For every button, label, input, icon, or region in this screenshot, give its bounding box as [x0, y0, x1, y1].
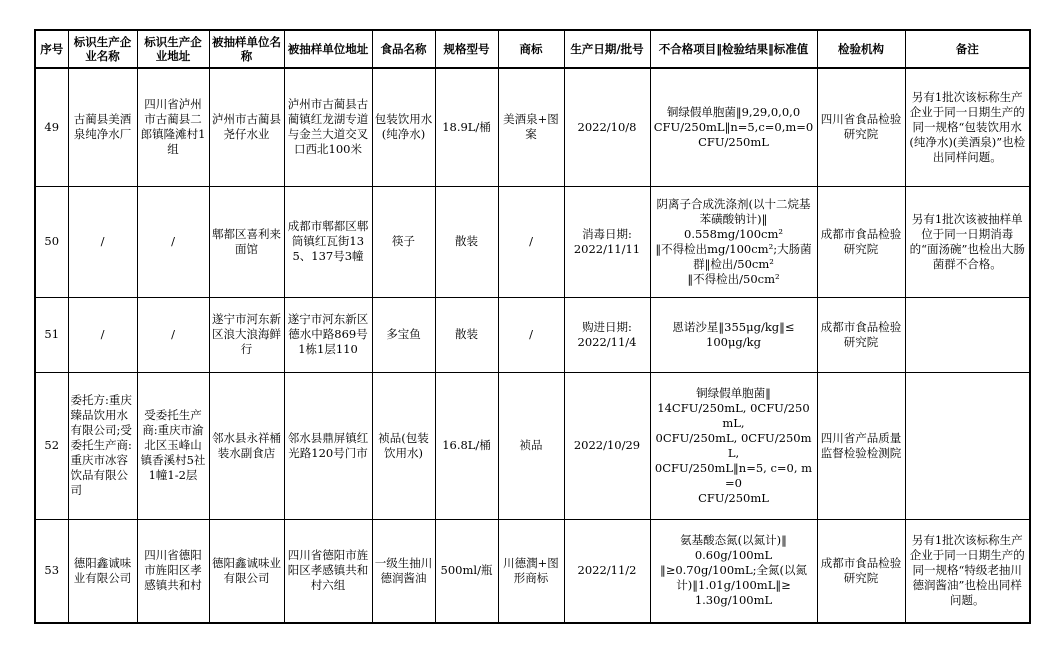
- cell-food-name: 筷子: [372, 186, 435, 297]
- cell-date: 购进日期: 2022/11/4: [564, 297, 650, 372]
- cell-note: 另有1批次该标称生产企业于同一日期生产的同一规格“包装饮用水(纯净水)(美酒泉)”也检出同样问题。: [905, 68, 1030, 186]
- cell-company-address: /: [137, 297, 209, 372]
- cell-spec: 散装: [435, 186, 498, 297]
- table-row: [35, 68, 1030, 186]
- cell-sampled-unit-address: 邻水县鼎屏镇红光路120号门市: [284, 372, 372, 519]
- header-cell-spec: 规格型号: [435, 30, 498, 68]
- table-header-row: [35, 30, 1030, 68]
- cell-company-address: 四川省德阳市旌阳区孝感镇共和村: [137, 519, 209, 623]
- cell-food-name: 包装饮用水(纯净水): [372, 68, 435, 186]
- cell-agency: 四川省产品质量监督检验检测院: [817, 372, 905, 519]
- cell-company: 古蔺县美酒泉纯净水厂: [68, 68, 137, 186]
- header-cell-agency: 检验机构: [817, 30, 905, 68]
- cell-note: 另有1批次该被抽样单位于同一日期消毒的“面汤碗”也检出大肠菌群不合格。: [905, 186, 1030, 297]
- table-row: [35, 297, 1030, 372]
- table-row: [35, 372, 1030, 519]
- header-cell-food-name: 食品名称: [372, 30, 435, 68]
- cell-no: 51: [35, 297, 68, 372]
- cell-failed-item: 阴离子合成洗涤剂(以十二烷基苯磺酸钠计)‖ 0.558mg/100cm² ‖不得检出mg/100cm²;大肠菌群‖检出/50cm² ‖不得检出/50cm²: [650, 186, 817, 297]
- cell-agency: 四川省食品检验研究院: [817, 68, 905, 186]
- header-cell-note: 备注: [905, 30, 1030, 68]
- cell-date: 2022/10/29: [564, 372, 650, 519]
- cell-spec: 18.9L/桶: [435, 68, 498, 186]
- cell-note: [905, 372, 1030, 519]
- cell-brand: /: [498, 297, 564, 372]
- cell-spec: 散装: [435, 297, 498, 372]
- header-cell-failed-item: 不合格项目‖检验结果‖标准值: [650, 30, 817, 68]
- cell-no: 53: [35, 519, 68, 623]
- cell-sampled-unit-address: 四川省德阳市旌阳区孝感镇共和村六组: [284, 519, 372, 623]
- cell-company: /: [68, 186, 137, 297]
- cell-failed-item: 恩诺沙星‖355μg/kg‖≤ 100μg/kg: [650, 297, 817, 372]
- cell-food-name: 一级生抽川德润酱油: [372, 519, 435, 623]
- cell-spec: 500ml/瓶: [435, 519, 498, 623]
- cell-date: 消毒日期: 2022/11/11: [564, 186, 650, 297]
- inspection-results-table: [34, 29, 1031, 624]
- cell-failed-item: 铜绿假单胞菌‖9,29,0,0,0 CFU/250mL‖n=5,c=0,m=0 CFU/250mL: [650, 68, 817, 186]
- cell-agency: 成都市食品检验研究院: [817, 186, 905, 297]
- header-cell-sampled-unit: 被抽样单位名称: [209, 30, 284, 68]
- header-cell-company: 标识生产企业名称: [68, 30, 137, 68]
- header-cell-no: 序号: [35, 30, 68, 68]
- cell-sampled-unit: 泸州市古蔺县尧仔水业: [209, 68, 284, 186]
- cell-note: [905, 297, 1030, 372]
- cell-sampled-unit-address: 成都市郫都区郫筒镇红瓦街135、137号3幢: [284, 186, 372, 297]
- cell-company: 德阳鑫诚味业有限公司: [68, 519, 137, 623]
- cell-sampled-unit-address: 泸州市古蔺县古蔺镇红龙湖专道与金兰大道交叉口西北100米: [284, 68, 372, 186]
- cell-agency: 成都市食品检验研究院: [817, 297, 905, 372]
- cell-date: 2022/11/2: [564, 519, 650, 623]
- cell-no: 52: [35, 372, 68, 519]
- cell-company-address: 四川省泸州市古蔺县二郎镇隆滩村1组: [137, 68, 209, 186]
- cell-food-name: 多宝鱼: [372, 297, 435, 372]
- cell-brand: 美酒泉+图案: [498, 68, 564, 186]
- cell-brand: 祯品: [498, 372, 564, 519]
- cell-brand: /: [498, 186, 564, 297]
- cell-company: 委托方:重庆臻品饮用水有限公司;受委托生产商:重庆市冰容饮品有限公司: [68, 372, 137, 519]
- cell-company-address: /: [137, 186, 209, 297]
- header-cell-brand: 商标: [498, 30, 564, 68]
- cell-note: 另有1批次该标称生产企业于同一日期生产的同一规格“特级老抽川德润酱油”也检出同样问题。: [905, 519, 1030, 623]
- cell-brand: 川德潤+图形商标: [498, 519, 564, 623]
- cell-sampled-unit: 邻水县永祥桶装水副食店: [209, 372, 284, 519]
- cell-agency: 成都市食品检验研究院: [817, 519, 905, 623]
- cell-failed-item: 氨基酸态氮(以氮计)‖ 0.60g/100mL ‖≥0.70g/100mL;全氮(以氮计)‖1.01g/100mL‖≥ 1.30g/100mL: [650, 519, 817, 623]
- cell-no: 50: [35, 186, 68, 297]
- cell-no: 49: [35, 68, 68, 186]
- header-cell-date: 生产日期/批号: [564, 30, 650, 68]
- cell-sampled-unit-address: 遂宁市河东新区德水中路869号1栋1层110: [284, 297, 372, 372]
- cell-failed-item: 铜绿假单胞菌‖ 14CFU/250mL, 0CFU/250mL, 0CFU/250mL, 0CFU/250mL, 0CFU/250mL‖n=5, c=0, m=0 CFU/250mL: [650, 372, 817, 519]
- cell-sampled-unit: 郫都区喜利来面馆: [209, 186, 284, 297]
- cell-sampled-unit: 德阳鑫诚味业有限公司: [209, 519, 284, 623]
- header-cell-sampled-unit-address: 被抽样单位地址: [284, 30, 372, 68]
- table-row: [35, 186, 1030, 297]
- table-row: [35, 519, 1030, 623]
- cell-company-address: 受委托生产商:重庆市渝北区玉峰山镇香溪村5社1幢1-2层: [137, 372, 209, 519]
- cell-date: 2022/10/8: [564, 68, 650, 186]
- cell-sampled-unit: 遂宁市河东新区浪大浪海鲜行: [209, 297, 284, 372]
- cell-food-name: 祯品(包装饮用水): [372, 372, 435, 519]
- header-cell-company-address: 标识生产企业地址: [137, 30, 209, 68]
- document-page: [34, 29, 1031, 624]
- cell-company: /: [68, 297, 137, 372]
- cell-spec: 16.8L/桶: [435, 372, 498, 519]
